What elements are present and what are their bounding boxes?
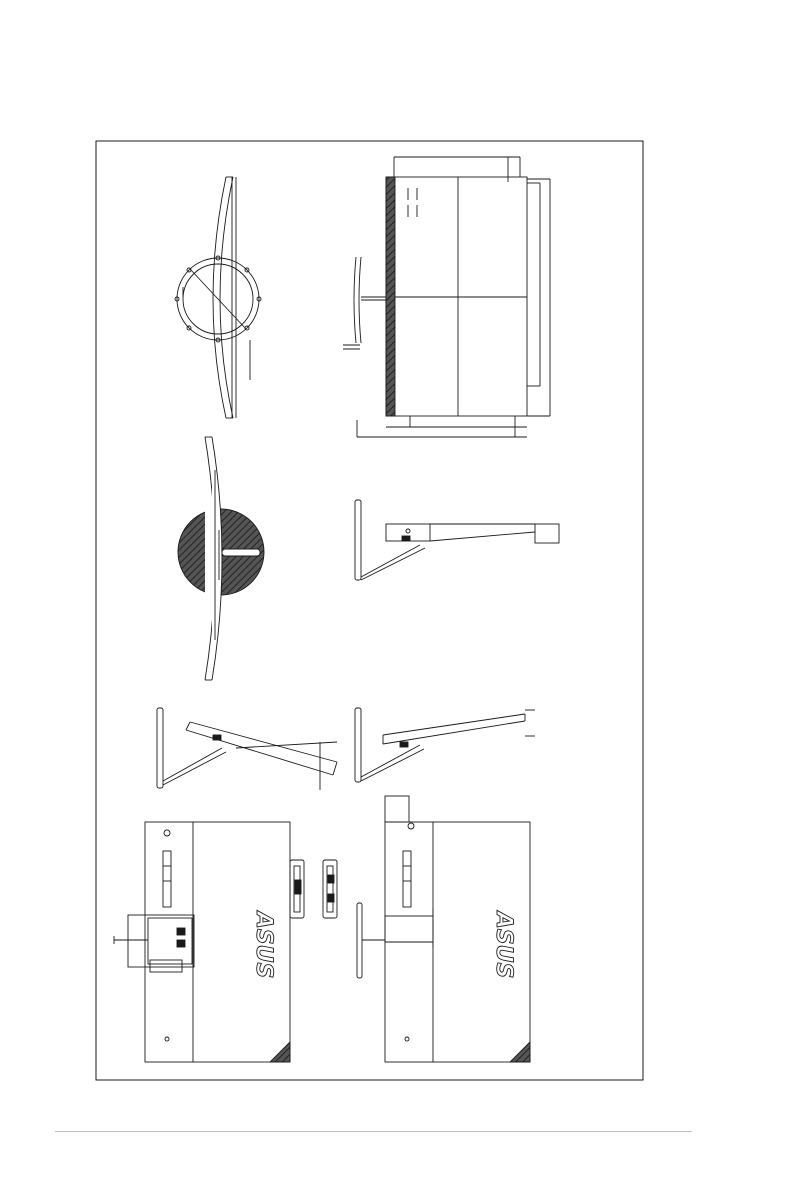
top-view-stand [178, 437, 264, 680]
front-bezel-hatch [386, 177, 395, 416]
top-view [175, 177, 261, 418]
side-view-tilt-forward [157, 708, 337, 790]
svg-text:ASUS: ASUS [251, 911, 276, 979]
rear-logo [251, 910, 276, 979]
rear-view-wall-mount [114, 822, 290, 1062]
rear-view-stand [357, 796, 530, 1062]
rear-corner-hatch-2 [510, 1042, 530, 1062]
drawing-frame [96, 141, 643, 1080]
io-port-detail [290, 860, 337, 918]
rear-corner-hatch [270, 1042, 290, 1062]
rear-logo-2 [491, 910, 516, 979]
footer-rule [55, 1131, 692, 1132]
front-view [343, 157, 550, 437]
side-view [355, 500, 559, 580]
svg-text:ASUS: ASUS [491, 911, 516, 979]
side-view-tilt-back [355, 708, 535, 782]
